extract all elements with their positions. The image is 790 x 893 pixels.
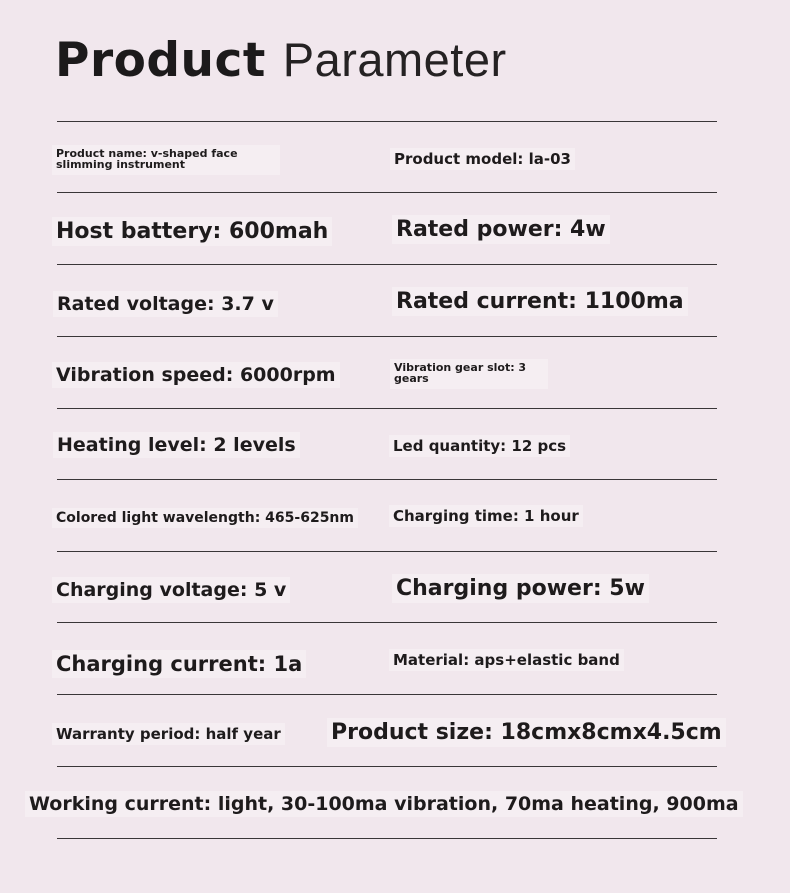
divider <box>57 551 717 552</box>
param-product-name: Product name: v-shaped face slimming instrument <box>52 145 280 175</box>
param-rated-current: Rated current: 1100ma <box>392 287 688 316</box>
divider <box>57 694 717 695</box>
divider <box>57 192 717 193</box>
divider <box>57 622 717 623</box>
param-heating-level: Heating level: 2 levels <box>53 432 300 458</box>
divider <box>57 479 717 480</box>
divider <box>57 336 717 337</box>
param-host-battery: Host battery: 600mah <box>52 217 332 246</box>
param-charging-power: Charging power: 5w <box>392 574 649 603</box>
page-title <box>55 30 507 91</box>
divider <box>57 838 717 839</box>
param-rated-voltage: Rated voltage: 3.7 v <box>53 291 278 317</box>
title-bold: Product <box>55 33 266 88</box>
divider <box>57 264 717 265</box>
param-charging-current: Charging current: 1a <box>52 650 306 678</box>
param-rated-power: Rated power: 4w <box>392 215 610 244</box>
divider <box>57 121 717 122</box>
divider <box>57 766 717 767</box>
param-vibration-gear-slot: Vibration gear slot: 3 gears <box>390 359 548 389</box>
param-product-size: Product size: 18cmx8cmx4.5cm <box>327 718 726 747</box>
param-charging-voltage: Charging voltage: 5 v <box>52 577 290 603</box>
param-product-model: Product model: la-03 <box>390 148 575 170</box>
param-led-quantity: Led quantity: 12 pcs <box>389 435 570 457</box>
param-vibration-speed: Vibration speed: 6000rpm <box>52 362 340 388</box>
divider <box>57 408 717 409</box>
param-charging-time: Charging time: 1 hour <box>389 505 583 527</box>
param-warranty-period: Warranty period: half year <box>52 723 285 745</box>
param-light-wavelength: Colored light wavelength: 465-625nm <box>52 508 358 528</box>
param-working-current: Working current: light, 30-100ma vibration, 70ma heating, 900ma <box>25 791 743 817</box>
param-material: Material: aps+elastic band <box>389 649 624 671</box>
title-light: Parameter <box>282 33 507 86</box>
